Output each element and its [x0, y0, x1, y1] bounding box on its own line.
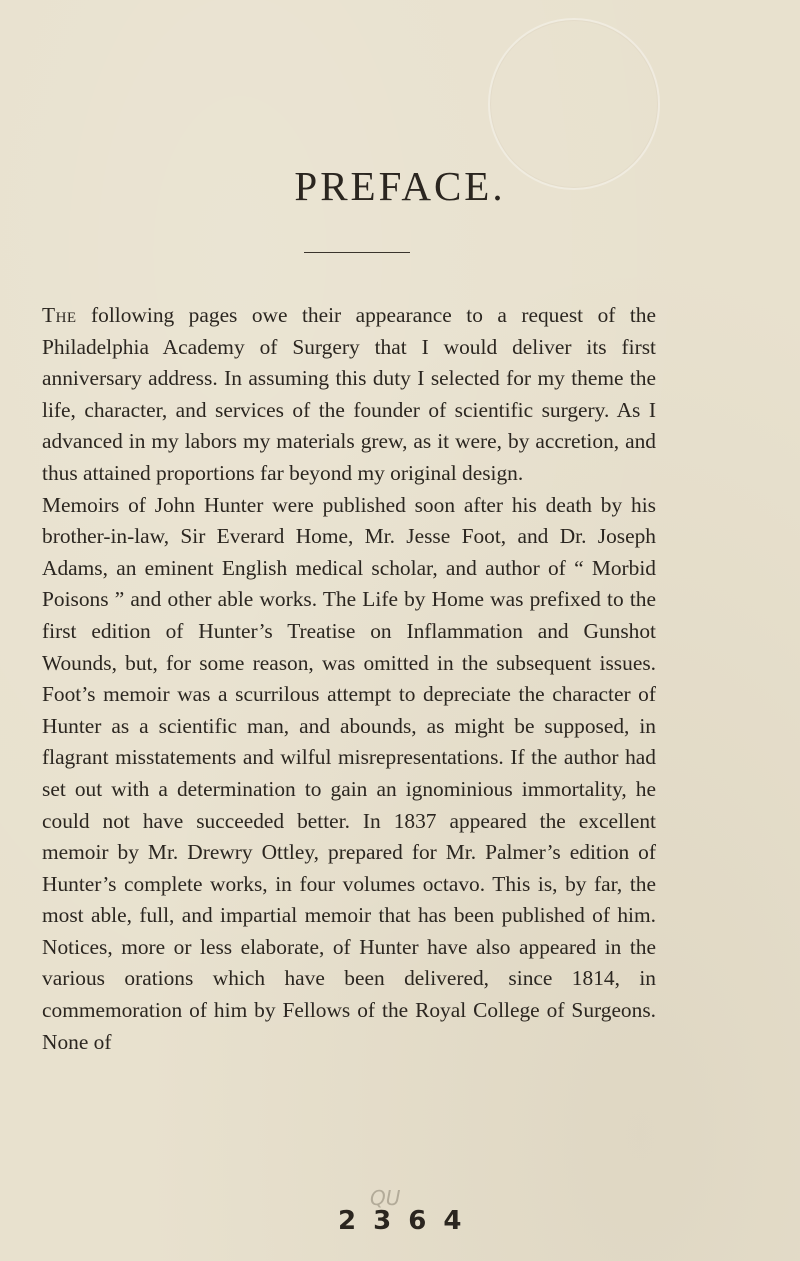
faint-marginal-note: QU — [370, 1186, 401, 1210]
paragraph-2 — [42, 490, 656, 1059]
paragraph-1-text: following pages owe their appearance to a request of the Philadelphia Academy of Surgery that I would deliver its first anniversary address. In assuming this duty I selected for my theme the life, character, and services of the founder of scientific surgery. As I advanced in my labors my materials grew, as it were, by accretion, and thus attained proportions far beyond my original design. — [42, 303, 656, 485]
paragraph-1 — [42, 300, 656, 490]
paragraph-1-lead: The — [42, 303, 77, 327]
title-divider — [304, 252, 410, 253]
page-title: PREFACE. — [294, 163, 506, 209]
preface-body — [42, 300, 656, 1058]
paragraph-2-text: Memoirs of John Hunter were published soon after his death by his brother-in-law, Sir Everard Home, Mr. Jesse Foot, and Dr. Joseph Adams, an eminent English medical scholar, and author of “ Morbid Poisons ” and other able works. The Life by Home was prefixed to the first edition of Hunter’s Treatise on Inflammation and Gunshot Wounds, but, for some reason, was omitted in the subsequent issues. Foot’s memoir was a scurrilous attempt to depreciate the character of Hunter as a scientific man, and abounds, as might be supposed, in flagrant misstatements and wilful misrepresentations. If the author had set out with a determination to gain an ignominious immortality, he could not have succeeded better. In 1837 appeared the excellent memoir by Mr. Drewry Ottley, prepared for Mr. Palmer’s edition of Hunter’s complete works, in four volumes octavo. This is, by far, the most able, full, and impartial memoir that has been published of him. Notices, more or less elaborate, of Hunter have also appeared in the various orations which have been delivered, since 1814, in commemoration of him by Fellows of the Royal College of Surgeons. None of — [42, 492, 656, 1054]
handwritten-mark: 2 3 6 4 — [338, 1206, 466, 1236]
